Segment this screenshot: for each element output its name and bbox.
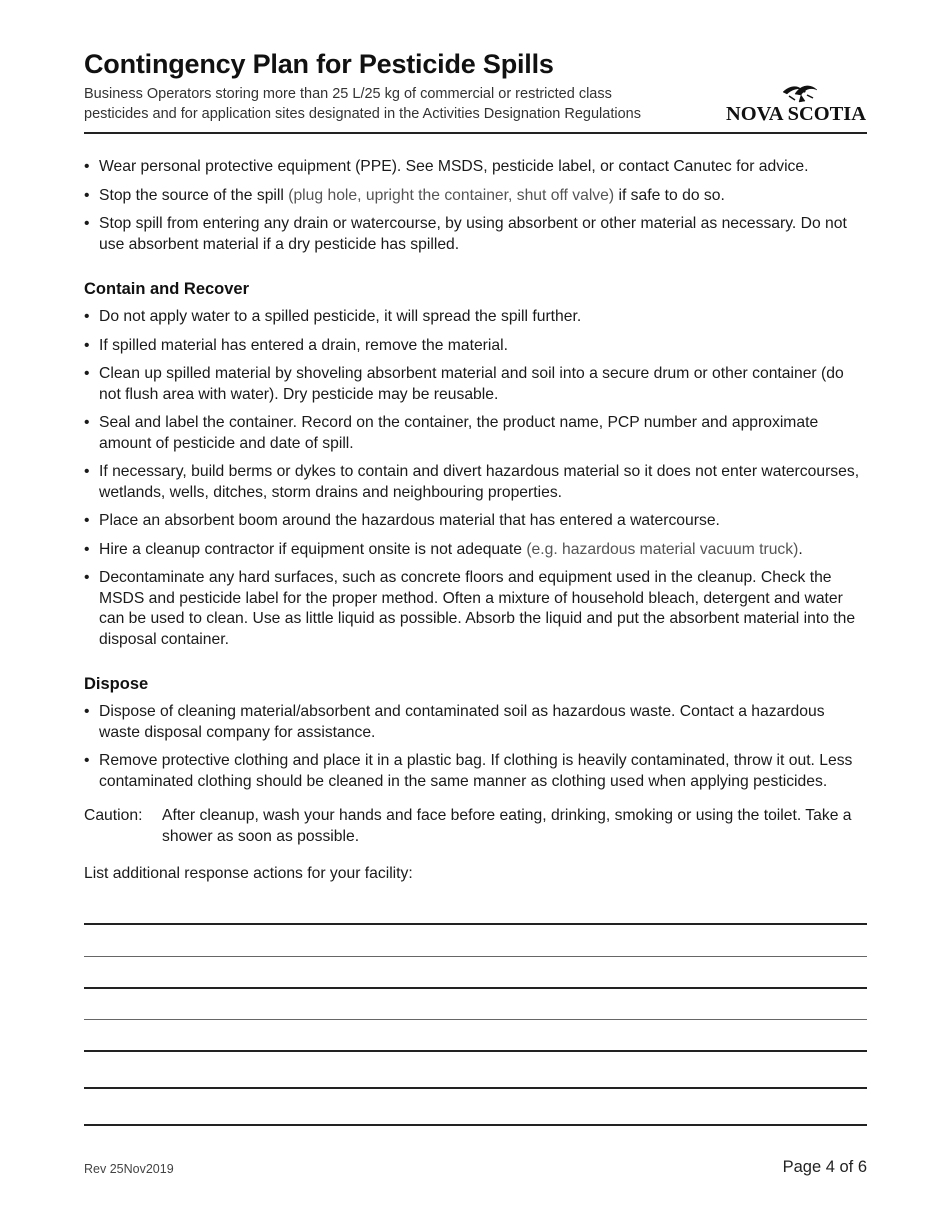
ship-emblem	[783, 86, 817, 102]
list-item	[84, 413, 867, 454]
list-item	[84, 336, 867, 357]
write-in-line-2[interactable]	[84, 956, 867, 957]
list-item-aside: (e.g. hazardous material vacuum truck)	[526, 540, 799, 558]
write-in-line-4[interactable]	[84, 1019, 867, 1020]
list-item	[84, 568, 867, 650]
list-item	[84, 364, 867, 405]
document-title: Contingency Plan for Pesticide Spills	[84, 49, 554, 79]
list-item-text: If spilled material has entered a drain, remove the material.	[99, 336, 508, 354]
list-item-text: Hire a cleanup contractor if equipment onsite is not adequate	[99, 540, 527, 558]
list-item-text: If necessary, build berms or dykes to contain and divert hazardous material so it does not enter watercourses, wetlands, wells, ditches, storm drains and neighbouring properties.	[99, 463, 860, 501]
revision-date: Rev 25Nov2019	[84, 1162, 174, 1176]
list-item-text: Dispose of cleaning material/absorbent and contaminated soil as hazardous waste. Contact a hazardous waste disposal company for assistance.	[99, 703, 825, 741]
list-item-text: Do not apply water to a spilled pesticide, it will spread the spill further.	[99, 308, 582, 325]
list-item-text: Remove protective clothing and place it in a plastic bag. If clothing is heavily contaminated, throw it out. Less contaminated clothing should be cleaned in the same manner as clothing used when applying pesticides.	[99, 752, 853, 790]
subtitle-line-1: Business Operators storing more than 25 L/25 kg of commercial or restricted class	[84, 86, 612, 102]
logo-text: NOVA SCOTIA	[726, 103, 867, 122]
dispose-bullet-list	[84, 702, 867, 792]
list-item-aside: (plug hole, upright the container, shut off valve)	[288, 186, 615, 204]
list-item	[84, 214, 867, 255]
list-item-text: Clean up spilled material by shoveling absorbent material and soil into a secure drum or other container (do not flush area with water). Dry pesticide may be reusable.	[99, 365, 844, 403]
list-item-text: Wear personal protective equipment (PPE). See MSDS, pesticide label, or contact Canutec for advice.	[99, 158, 809, 175]
list-item	[84, 462, 867, 503]
header-divider	[84, 132, 867, 134]
caution-label: Caution:	[84, 807, 143, 824]
list-item	[84, 511, 867, 532]
list-item-text: .	[798, 540, 803, 558]
caution-note	[84, 806, 867, 847]
list-item	[84, 751, 867, 792]
write-in-line-7[interactable]	[84, 1124, 867, 1126]
write-in-line-1[interactable]	[84, 923, 867, 925]
write-in-line-6[interactable]	[84, 1087, 867, 1089]
list-item	[84, 702, 867, 743]
additional-actions-label: List additional response actions for your facility:	[84, 865, 413, 882]
list-item-text: if safe to do so.	[614, 186, 725, 204]
subtitle-line-2: pesticides and for application sites designated in the Activities Designation Regulations	[84, 106, 641, 122]
intro-bullet-list	[84, 157, 867, 255]
contain-bullet-list	[84, 307, 867, 650]
document-subtitle	[84, 84, 684, 124]
caution-text: After cleanup, wash your hands and face before eating, drinking, smoking or using the toilet. Take a shower as soon as possible.	[162, 807, 852, 845]
page-number: Page 4 of 6	[782, 1158, 867, 1176]
write-in-line-5[interactable]	[84, 1050, 867, 1052]
list-item-text: Stop spill from entering any drain or watercourse, by using absorbent or other material as necessary. Do not use absorbent material if a dry pesticide has spilled.	[99, 215, 847, 253]
list-item	[84, 157, 867, 178]
list-item-text: Seal and label the container. Record on the container, the product name, PCP number and approximate amount of pesticide and date of spill.	[99, 414, 819, 452]
nova-scotia-logo	[725, 82, 867, 122]
section-heading-dispose: Dispose	[84, 675, 149, 693]
list-item	[84, 540, 867, 561]
list-item	[84, 307, 867, 328]
document-body	[84, 157, 867, 885]
list-item-text: Decontaminate any hard surfaces, such as concrete floors and equipment used in the cleanup. Check the MSDS and pesticide label for the proper method. Often a mixture of household bleach, detergent and water can be used to clean. Use as little liquid as possible. Absorb the liquid and put the absorbent material into the disposal container.	[99, 569, 856, 648]
list-item	[84, 186, 867, 207]
list-item-text: Place an absorbent boom around the hazardous material that has entered a watercourse.	[99, 512, 720, 529]
section-heading-contain: Contain and Recover	[84, 280, 250, 298]
list-item-text: Stop the source of the spill	[99, 186, 289, 204]
write-in-line-3[interactable]	[84, 987, 867, 989]
